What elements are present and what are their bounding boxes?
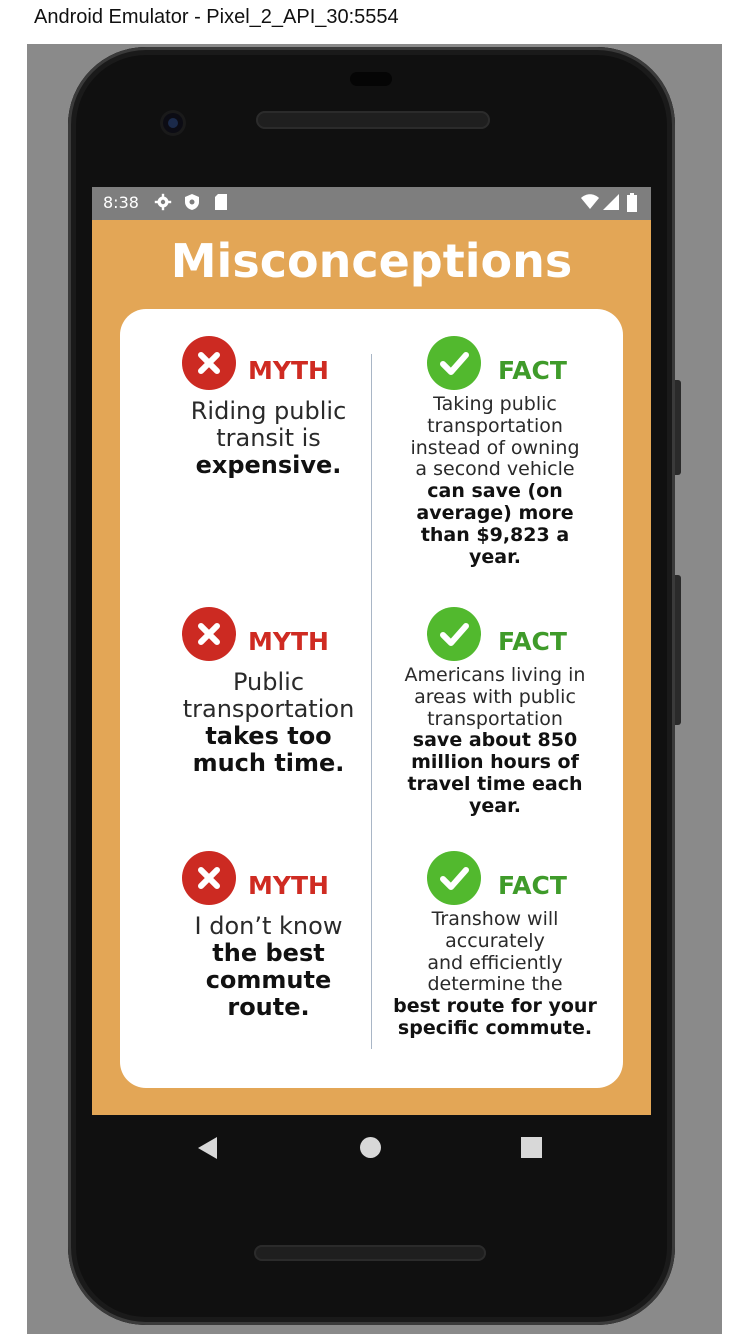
myth-label: MYTH [248,356,329,385]
fact-cell-3 [382,851,608,1040]
myth-label: MYTH [248,871,329,900]
fact-line: specific commute. [397,1016,593,1039]
fact-header [382,851,608,909]
myth-line: the best [212,939,325,967]
myth-line: I don’t know [194,912,343,940]
fact-line: Taking public [433,393,557,415]
fact-line: Americans living in [404,664,586,686]
myth-text [150,669,387,777]
fact-line: travel time each [407,772,583,795]
myth-line: Riding public [190,397,347,425]
fact-line: than $9,823 a [420,523,570,546]
x-circle-icon [182,851,236,905]
fact-line: accurately [445,929,545,952]
fact-line: year. [469,794,521,817]
sd-card-icon [214,193,228,216]
myth-line: route. [227,993,310,1021]
page-title: Misconceptions [170,234,573,288]
myth-header [150,851,387,909]
fact-header [382,336,608,394]
fact-cell-1 [382,336,608,568]
fact-line: save about 850 [412,729,578,752]
fact-line: determine the [427,973,563,996]
fact-line: transportation [427,414,563,437]
fact-line: best route for your [393,995,597,1018]
x-circle-icon [182,607,236,661]
front-camera [160,110,186,136]
fact-label: FACT [498,627,567,656]
myth-line: takes too [205,722,332,750]
myth-header [150,607,387,665]
status-time: 8:38 [103,193,139,212]
myth-label: MYTH [248,627,329,656]
top-speaker [256,111,490,129]
gear-icon [154,193,172,216]
status-bar [92,187,651,220]
recents-icon[interactable] [521,1137,542,1158]
myth-line: Public [232,668,305,696]
myth-cell-2 [150,607,387,777]
fact-label: FACT [498,356,567,385]
wifi-icon [580,193,600,216]
fact-line: year. [469,545,521,568]
earpiece [350,72,392,86]
myth-header [150,336,387,394]
myth-cell-3 [150,851,387,1021]
fact-label: FACT [498,871,567,900]
fact-line: areas with public [414,685,576,708]
myth-line: much time. [192,749,345,777]
myth-line: transportation [182,695,355,723]
myth-cell-1 [150,336,387,479]
back-icon[interactable] [198,1137,217,1159]
check-circle-icon [427,851,481,905]
x-circle-icon [182,336,236,390]
fact-line: million hours of [411,751,579,774]
fact-text [382,665,608,818]
fact-line: a second vehicle [415,458,575,481]
myth-line: expensive. [195,451,342,479]
fact-line: average) more [416,501,574,524]
fact-line: can save (on [427,480,563,503]
fact-line: Transhow will [431,908,559,930]
home-icon[interactable] [360,1137,381,1158]
myth-text [150,398,387,479]
camera-lens [168,118,178,128]
check-circle-icon [427,607,481,661]
battery-icon [626,193,638,218]
fact-cell-2 [382,607,608,818]
fact-text [382,394,608,568]
fact-text [382,909,608,1040]
bottom-speaker [254,1245,486,1261]
fact-line: instead of owning [410,436,580,459]
myth-line: transit is [216,424,321,452]
check-circle-icon [427,336,481,390]
window-title: Android Emulator - Pixel_2_API_30:5554 [34,6,399,28]
phone-screen [92,187,651,1115]
window-titlebar [0,0,750,44]
volume-button[interactable] [675,575,681,725]
shield-icon [184,193,200,216]
signal-icon [602,193,620,216]
fact-line: transportation [427,707,563,730]
fact-header [382,607,608,665]
myth-text [150,913,387,1021]
fact-line: and efficiently [427,951,563,974]
myth-line: commute [205,966,332,994]
myth-fact-card [120,309,623,1088]
power-button[interactable] [675,380,681,475]
